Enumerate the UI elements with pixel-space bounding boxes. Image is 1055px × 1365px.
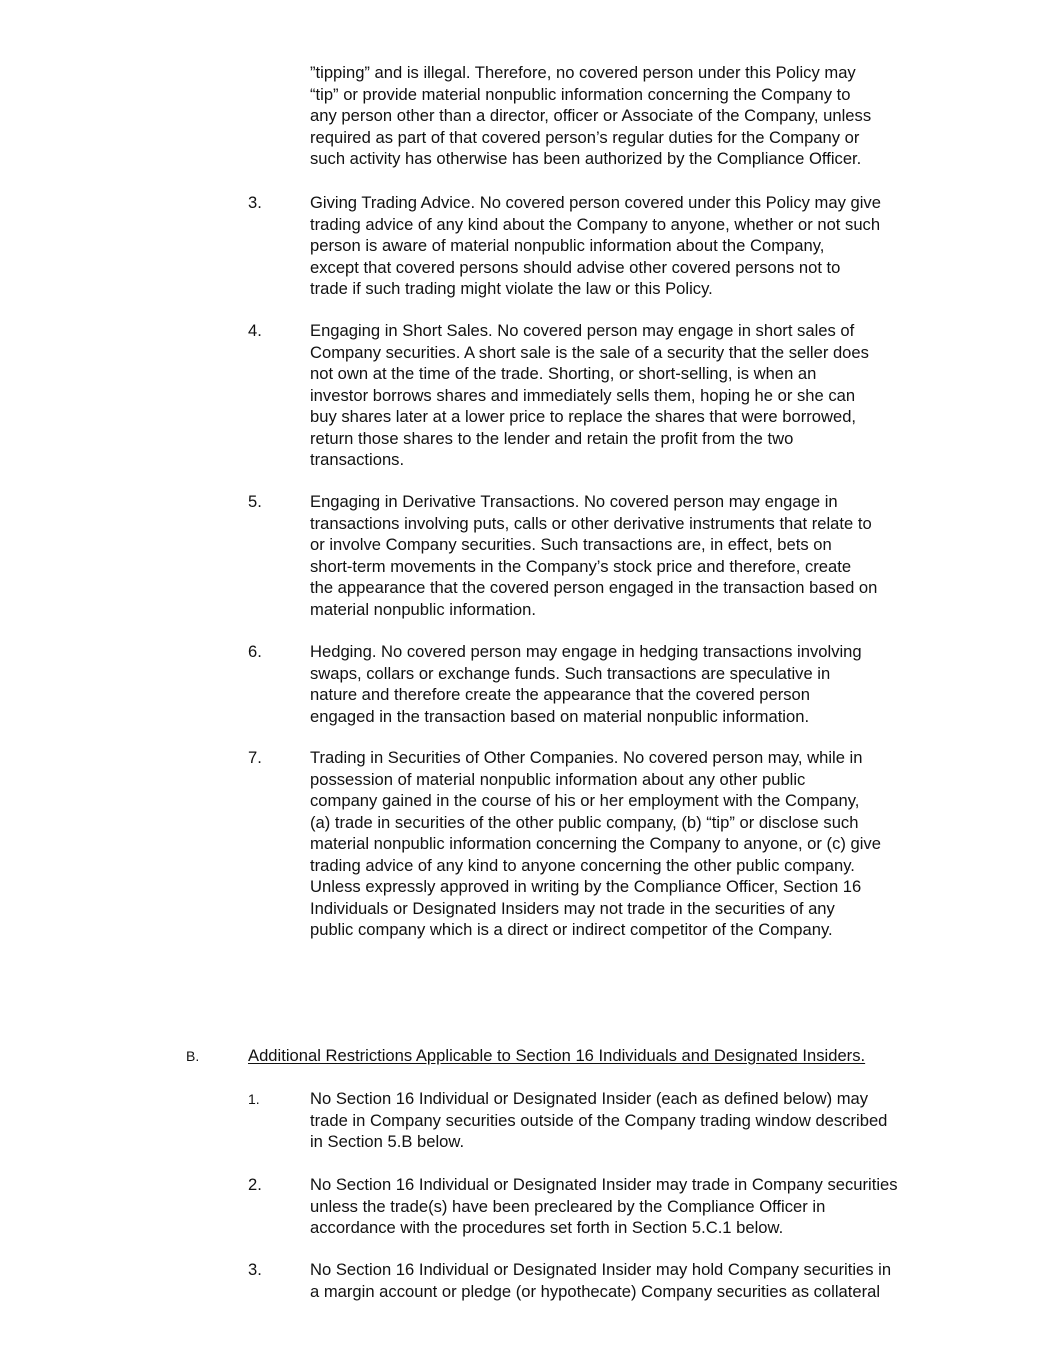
- list-item-number: 7.: [248, 748, 262, 767]
- list-item-number: 6.: [248, 642, 262, 661]
- list-item-number: 4.: [248, 321, 262, 340]
- section-b-item-number: 1.: [248, 1091, 260, 1107]
- section-b-item-text: No Section 16 Individual or Designated Insider may trade in Company securities unless the trade(s) have been precleared by the Compliance Officer in accordance with the procedures set forth in Section 5.C.1 below.: [310, 1175, 898, 1237]
- section-b-item-number: 2.: [248, 1175, 262, 1194]
- intro-paragraph: ”tipping” and is illegal. Therefore, no covered person under this Policy may “tip” or provide material nonpublic information concerning the Company to any person other than a director, officer or Associate of the Company, unless required as part of that covered person’s regular duties for the Company or such activity has otherwise has been authorized by the Compliance Officer.: [310, 63, 872, 168]
- list-item-text: Giving Trading Advice. No covered person covered under this Policy may give trading advice of any kind about the Company to anyone, whether or not such person is aware of material nonpublic information about the Company, except that covered persons should advise other covered persons not to trade if such trading might violate the law or this Policy.: [310, 193, 881, 298]
- list-item-text: Trading in Securities of Other Companies. No covered person may, while in possession of material nonpublic information about any other public company gained in the course of his or her employment with the Company, (a) trade in securities of the other public company, (b) “tip” or disclose such material nonpublic information concerning the Company to anyone, or (c) give trading advice of any kind to anyone concerning the other public company. Unless expressly approved in writing by the Compliance Officer, Section 16 Individuals or Designated Insiders may not trade in the securities of any public company which is a direct or indirect competitor of the Company.: [310, 748, 881, 939]
- list-item-text: Hedging. No covered person may engage in hedging transactions involving swaps, collars or exchange funds. Such transactions are speculative in nature and therefore create the appearance that the covered person engaged in the transaction based on material nonpublic information.: [310, 642, 862, 726]
- list-item-number: 5.: [248, 492, 262, 511]
- section-b-item-number: 3.: [248, 1260, 262, 1279]
- list-item-text: Engaging in Short Sales. No covered person may engage in short sales of Company securities. A short sale is the sale of a security that the seller does not own at the time of the trade. Shorting, or short-selling, is when an investor borrows shares and immediately sells them, hoping he or she can buy shares later at a lower price to replace the shares that were borrowed, return those shares to the lender and retain the profit from the two transactions.: [310, 321, 869, 469]
- list-item-text: Engaging in Derivative Transactions. No covered person may engage in transactions involving puts, calls or other derivative instruments that relate to or involve Company securities. Such transactions are, in effect, bets on short-term movements in the Company’s stock price and therefore, create the appearance that the covered person engaged in the transaction based on material nonpublic information.: [310, 492, 878, 619]
- list-item-number: 3.: [248, 193, 262, 212]
- section-b-item-text: No Section 16 Individual or Designated Insider (each as defined below) may trade in Company securities outside of the Company trading window described in Section 5.B below.: [310, 1089, 888, 1151]
- section-letter: B.: [186, 1048, 200, 1064]
- section-b-item-text: No Section 16 Individual or Designated Insider may hold Company securities in a margin account or pledge (or hypothecate) Company securities as collateral: [310, 1260, 892, 1301]
- section-heading: Additional Restrictions Applicable to Section 16 Individuals and Designated Insiders.: [248, 1046, 866, 1065]
